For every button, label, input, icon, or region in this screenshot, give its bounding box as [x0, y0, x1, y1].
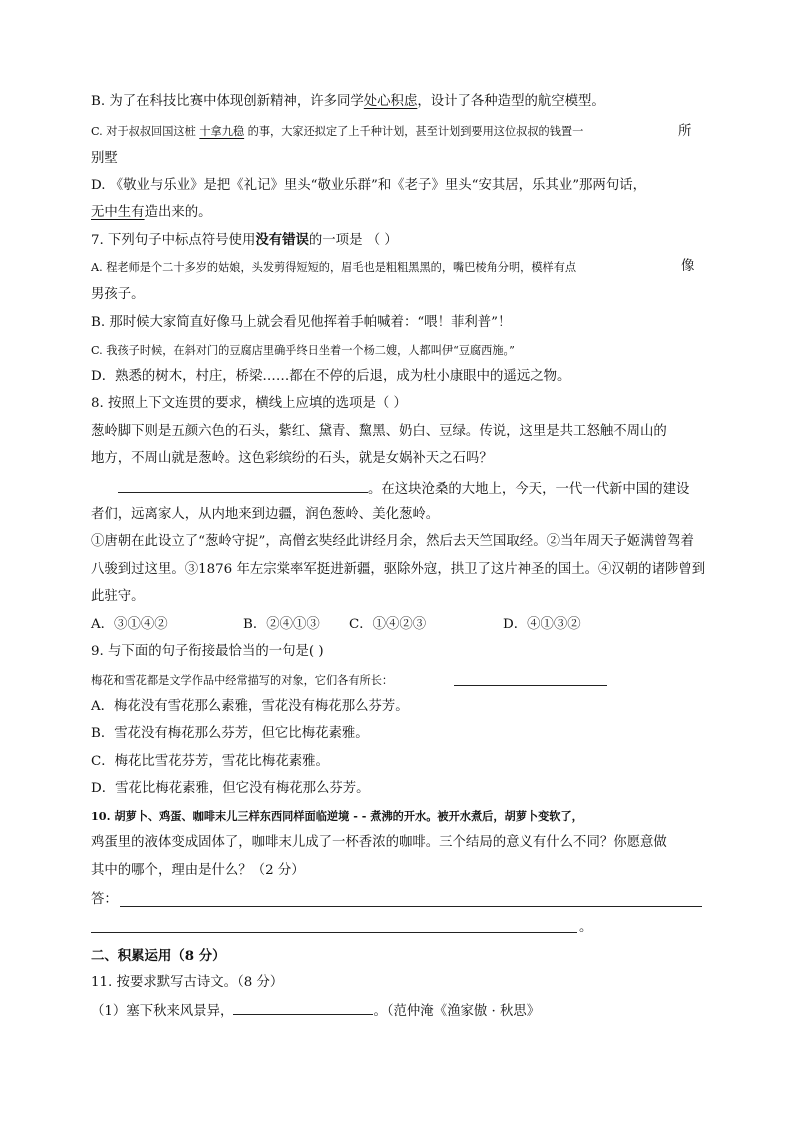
- q7-option-c: C. 我孩子时候，在斜对门的豆腐店里确乎终日坐着一个杨二嫂，人都叫伊“豆腐西施。”: [91, 344, 515, 357]
- q8-passage-line4: 者们，远离家人，从内地来到边疆，润色葱岭、美化葱岭。: [91, 507, 440, 522]
- q8-options-line2: 八骏到过这里。③1876 年左宗棠率军挺进新疆，驱除外寇，拱卫了这片神圣的国土。④汉朝的诸陟曾到: [91, 562, 706, 577]
- q7-a-line2: 男孩子。: [91, 287, 145, 302]
- q9-option-a[interactable]: A．梅花没有雪花那么素雅，雪花没有梅花那么芬芳。: [91, 699, 409, 714]
- q8-stem: 8. 按照上下文连贯的要求，横线上应填的选项是（ ）: [91, 396, 407, 411]
- q7-stem: [91, 230, 398, 251]
- q7-stem-text: 7. 下列句子中标点符号使用: [91, 233, 256, 248]
- q8-choice-c[interactable]: C．①④②③: [349, 617, 427, 632]
- q8-options-line3: 此驻守。: [91, 589, 145, 604]
- q6-option-d: D. 《敬业与乐业》是把《礼记》里头“敬业乐群”和《老子》里头“安其居，乐其业”那两句话，: [91, 178, 646, 193]
- q10-line2: 鸡蛋里的液体变成固体了，咖啡末儿成了一杯香浓的咖啡。三个结局的意义有什么不同？你愿意做: [91, 835, 667, 850]
- q10-answer-line1[interactable]: [120, 906, 702, 907]
- q6-c-tail: 所: [678, 124, 692, 139]
- q8-choice-d[interactable]: D．④①③②: [503, 617, 581, 632]
- q7-option-a: A. 程老师是个二十多岁的姑娘，头发剪得短短的，眉毛也是粗粗黑黑的，嘴巴棱角分明，模样有点: [91, 261, 577, 274]
- q8-choice-b[interactable]: B．②④①③: [243, 617, 320, 632]
- q9-lead: [91, 671, 393, 691]
- q9-lead-text: 梅花和雪花都是文学作品中经常描写的对象，它们各有所长：: [91, 674, 394, 687]
- q6-option-b: [91, 92, 605, 112]
- q7-a-tail: 像: [681, 259, 695, 274]
- q6-b-idiom: 处心积虑: [363, 94, 418, 109]
- q11-stem: 11. 按要求默写古诗文。（8 分）: [91, 975, 284, 990]
- q6-c-line2: 别墅: [91, 151, 118, 166]
- q6-b-text: B. 为了在科技比赛中体现创新精神，许多同学: [91, 94, 364, 109]
- q6-d-line2: [91, 203, 212, 223]
- q7-option-d: D．熟悉的树木，村庄，桥梁……都在不停的后退，成为杜小康眼中的遥远之物。: [91, 369, 571, 384]
- q9-option-c[interactable]: C．梅花比雪花芬芳，雪花比梅花素雅。: [91, 754, 329, 769]
- q10-answer-line2[interactable]: [91, 932, 577, 933]
- q10-line1: 10. 胡萝卜、鸡蛋、咖啡末儿三样东西同样面临逆境 - - 煮沸的开水。被开水煮后，胡萝卜变软了，: [91, 809, 583, 823]
- q6-c-text: C. 对于叔叔回国这桩: [91, 125, 200, 138]
- q11-item-1-text: （1）塞下秋来风景异，: [91, 1004, 234, 1019]
- q8-choice-row: [91, 615, 581, 635]
- q10-answer-label: 答：: [91, 892, 118, 907]
- q7-stem-emphasis: 没有错误: [255, 232, 309, 248]
- q6-d-idiom: 无中生有: [91, 205, 145, 220]
- q11-item-1-source: 。（范仲淹《渔家傲 · 秋思》: [373, 1004, 541, 1019]
- q8-options-line1: ①唐朝在此设立了“葱岭守捉”，高僧玄奘经此讲经月余，然后去天竺国取经。②当年周天子姬满曾驾着: [91, 534, 694, 549]
- q6-b-text-end: ，设计了各种造型的航空模型。: [417, 94, 605, 109]
- q10-answer-end: 。: [579, 920, 593, 935]
- q9-answer-blank[interactable]: [454, 685, 607, 686]
- q8-passage-line3: [118, 478, 689, 500]
- section-2-title: 二、积累运用（8 分）: [91, 948, 226, 964]
- q8-answer-blank[interactable]: [118, 478, 368, 493]
- q6-c-text-end: 的事，大家还拟定了上千种计划，甚至计划到要用这位叔叔的钱置一: [244, 125, 584, 138]
- q6-option-c: [91, 122, 583, 142]
- q10-line3: 其中的哪个，理由是什么？（2 分）: [91, 863, 305, 878]
- q9-option-b[interactable]: B．雪花没有梅花那么芬芳，但它比梅花素雅。: [91, 726, 369, 741]
- q8-passage-line2: 地方，不周山就是葱岭。这色彩缤纷的石头，就是女娲补天之石吗？: [91, 451, 493, 466]
- q11-item-1: [91, 1000, 540, 1022]
- q7-stem-bracket: 的一项是 （ ）: [308, 233, 398, 248]
- q6-d-text-end: 造出来的。: [144, 205, 212, 220]
- q8-choice-a[interactable]: A．③①④②: [91, 617, 168, 632]
- q9-stem: 9. 与下面的句子衔接最恰当的一句是( ): [91, 644, 324, 659]
- q8-passage-line3-text: 。在这块沧桑的大地上，今天，一代一代新中国的建设: [368, 482, 690, 497]
- q7-option-b: B. 那时候大家简直好像马上就会看见他挥着手帕喊着：“喂！菲利普”！: [91, 315, 512, 330]
- q6-c-idiom: 十拿九稳: [199, 125, 245, 138]
- q8-passage-line1: 葱岭脚下则是五颜六色的石头，紫红、黛青、黧黑、奶白、豆绿。传说，这里是共工怒触不周山的: [91, 424, 667, 439]
- q9-option-d[interactable]: D．雪花比梅花素雅，但它没有梅花那么芬芳。: [91, 781, 370, 796]
- q11-item-1-blank[interactable]: [233, 1000, 373, 1015]
